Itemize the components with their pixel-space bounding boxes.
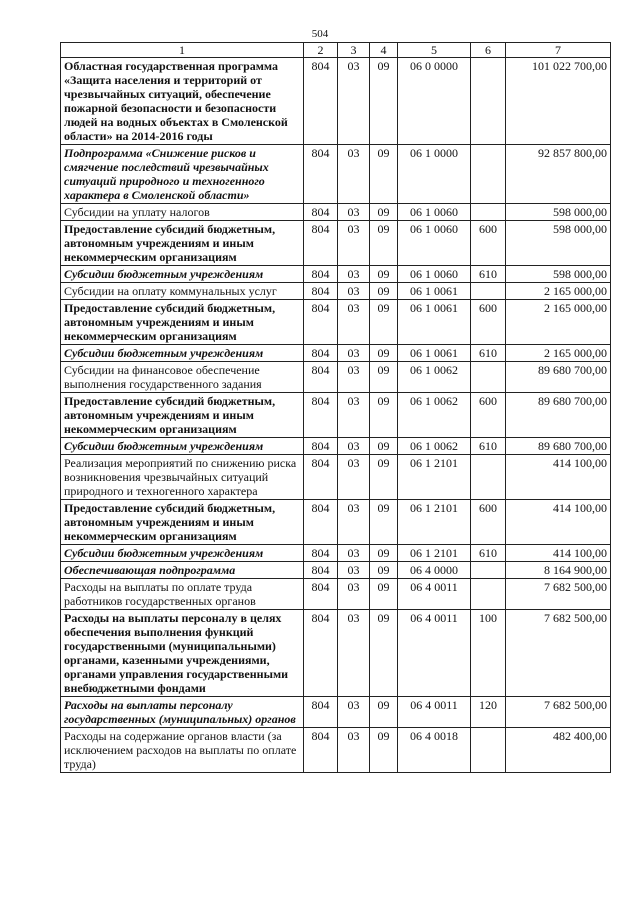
col-header-5: 5 (398, 43, 471, 58)
row-subsection-cell: 09 (370, 728, 398, 773)
row-target-article-cell: 06 4 0000 (398, 562, 471, 579)
row-amount-cell: 482 400,00 (506, 728, 611, 773)
row-amount-cell: 414 100,00 (506, 455, 611, 500)
row-name-cell: Реализация мероприятий по снижению риска возникновения чрезвычайных ситуаций природного и техногенного характера (61, 455, 304, 500)
table-row (61, 562, 611, 579)
row-name-cell: Субсидии на оплату коммунальных услуг (61, 283, 304, 300)
row-target-article-cell: 06 1 0061 (398, 345, 471, 362)
row-admin-code-cell: 804 (304, 393, 338, 438)
row-section-cell: 03 (338, 438, 370, 455)
row-expense-type-cell: 610 (471, 345, 506, 362)
table-row (61, 697, 611, 728)
table-row (61, 438, 611, 455)
table-row (61, 300, 611, 345)
row-name-cell: Расходы на выплаты персоналу в целях обеспечения выполнения функций государственными (муниципальными) органами, казенными учреждениями, органами управления государственными внебюджетными фондами (61, 610, 304, 697)
row-amount-cell: 7 682 500,00 (506, 610, 611, 697)
row-target-article-cell: 06 1 0061 (398, 300, 471, 345)
row-target-article-cell: 06 1 0062 (398, 393, 471, 438)
row-section-cell: 03 (338, 266, 370, 283)
row-subsection-cell: 09 (370, 345, 398, 362)
row-section-cell: 03 (338, 562, 370, 579)
row-amount-cell: 8 164 900,00 (506, 562, 611, 579)
row-admin-code-cell: 804 (304, 438, 338, 455)
row-target-article-cell: 06 1 2101 (398, 500, 471, 545)
table-row (61, 283, 611, 300)
row-name-cell: Субсидии бюджетным учреждениям (61, 545, 304, 562)
table-row (61, 145, 611, 204)
row-subsection-cell: 09 (370, 697, 398, 728)
row-target-article-cell: 06 1 0060 (398, 266, 471, 283)
row-name-cell: Субсидии бюджетным учреждениям (61, 266, 304, 283)
table-row (61, 345, 611, 362)
row-amount-cell: 598 000,00 (506, 266, 611, 283)
row-expense-type-cell: 120 (471, 697, 506, 728)
row-expense-type-cell: 600 (471, 221, 506, 266)
row-admin-code-cell: 804 (304, 610, 338, 697)
row-amount-cell: 2 165 000,00 (506, 283, 611, 300)
table-row (61, 728, 611, 773)
row-admin-code-cell: 804 (304, 455, 338, 500)
row-section-cell: 03 (338, 610, 370, 697)
row-target-article-cell: 06 1 0060 (398, 204, 471, 221)
row-expense-type-cell (471, 562, 506, 579)
col-header-3: 3 (338, 43, 370, 58)
row-section-cell: 03 (338, 58, 370, 145)
row-subsection-cell: 09 (370, 579, 398, 610)
row-section-cell: 03 (338, 145, 370, 204)
row-section-cell: 03 (338, 204, 370, 221)
row-amount-cell: 598 000,00 (506, 221, 611, 266)
header-row (61, 43, 611, 58)
row-admin-code-cell: 804 (304, 283, 338, 300)
row-target-article-cell: 06 1 0062 (398, 438, 471, 455)
row-section-cell: 03 (338, 345, 370, 362)
row-expense-type-cell (471, 362, 506, 393)
table-row (61, 455, 611, 500)
table-row (61, 362, 611, 393)
table-row (61, 610, 611, 697)
row-target-article-cell: 06 4 0011 (398, 697, 471, 728)
row-subsection-cell: 09 (370, 266, 398, 283)
row-name-cell: Обеспечивающая подпрограмма (61, 562, 304, 579)
row-subsection-cell: 09 (370, 438, 398, 455)
col-header-6: 6 (471, 43, 506, 58)
row-subsection-cell: 09 (370, 362, 398, 393)
row-section-cell: 03 (338, 393, 370, 438)
row-expense-type-cell (471, 579, 506, 610)
row-subsection-cell: 09 (370, 300, 398, 345)
budget-table (60, 42, 611, 773)
table-row (61, 579, 611, 610)
row-subsection-cell: 09 (370, 283, 398, 300)
row-subsection-cell: 09 (370, 58, 398, 145)
row-name-cell: Расходы на содержание органов власти (за исключением расходов на выплаты по оплате труда) (61, 728, 304, 773)
row-subsection-cell: 09 (370, 500, 398, 545)
row-subsection-cell: 09 (370, 545, 398, 562)
row-target-article-cell: 06 1 2101 (398, 455, 471, 500)
col-header-4: 4 (370, 43, 398, 58)
row-amount-cell: 2 165 000,00 (506, 345, 611, 362)
row-section-cell: 03 (338, 300, 370, 345)
row-subsection-cell: 09 (370, 204, 398, 221)
row-expense-type-cell: 610 (471, 545, 506, 562)
row-name-cell: Предоставление субсидий бюджетным, автономным учреждениям и иным некоммерческим организациям (61, 500, 304, 545)
row-expense-type-cell (471, 58, 506, 145)
table-row (61, 204, 611, 221)
row-subsection-cell: 09 (370, 221, 398, 266)
row-expense-type-cell: 610 (471, 266, 506, 283)
row-amount-cell: 89 680 700,00 (506, 362, 611, 393)
table-row (61, 500, 611, 545)
row-name-cell: Расходы на выплаты персоналу государственных (муниципальных) органов (61, 697, 304, 728)
row-amount-cell: 92 857 800,00 (506, 145, 611, 204)
row-admin-code-cell: 804 (304, 728, 338, 773)
row-section-cell: 03 (338, 728, 370, 773)
page-number: 504 (311, 28, 329, 40)
row-target-article-cell: 06 4 0018 (398, 728, 471, 773)
row-target-article-cell: 06 1 2101 (398, 545, 471, 562)
table-row (61, 266, 611, 283)
row-target-article-cell: 06 1 0000 (398, 145, 471, 204)
table-row (61, 393, 611, 438)
row-amount-cell: 89 680 700,00 (506, 438, 611, 455)
row-section-cell: 03 (338, 579, 370, 610)
row-amount-cell: 7 682 500,00 (506, 697, 611, 728)
row-admin-code-cell: 804 (304, 204, 338, 221)
row-name-cell: Предоставление субсидий бюджетным, автономным учреждениям и иным некоммерческим организациям (61, 393, 304, 438)
table-row (61, 58, 611, 145)
row-expense-type-cell (471, 455, 506, 500)
row-amount-cell: 2 165 000,00 (506, 300, 611, 345)
row-target-article-cell: 06 4 0011 (398, 579, 471, 610)
row-expense-type-cell (471, 283, 506, 300)
row-name-cell: Субсидии на уплату налогов (61, 204, 304, 221)
row-admin-code-cell: 804 (304, 579, 338, 610)
row-expense-type-cell: 600 (471, 393, 506, 438)
row-subsection-cell: 09 (370, 145, 398, 204)
row-section-cell: 03 (338, 697, 370, 728)
row-expense-type-cell: 610 (471, 438, 506, 455)
row-expense-type-cell: 600 (471, 500, 506, 545)
row-section-cell: 03 (338, 221, 370, 266)
row-target-article-cell: 06 1 0062 (398, 362, 471, 393)
row-amount-cell: 414 100,00 (506, 500, 611, 545)
row-name-cell: Субсидии бюджетным учреждениям (61, 438, 304, 455)
row-section-cell: 03 (338, 545, 370, 562)
row-section-cell: 03 (338, 283, 370, 300)
row-expense-type-cell (471, 728, 506, 773)
row-admin-code-cell: 804 (304, 562, 338, 579)
row-name-cell: Предоставление субсидий бюджетным, автономным учреждениям и иным некоммерческим организациям (61, 221, 304, 266)
row-name-cell: Предоставление субсидий бюджетным, автономным учреждениям и иным некоммерческим организациям (61, 300, 304, 345)
row-admin-code-cell: 804 (304, 545, 338, 562)
row-subsection-cell: 09 (370, 455, 398, 500)
row-amount-cell: 89 680 700,00 (506, 393, 611, 438)
row-subsection-cell: 09 (370, 610, 398, 697)
row-subsection-cell: 09 (370, 562, 398, 579)
col-header-1: 1 (61, 43, 304, 58)
row-name-cell: Расходы на выплаты по оплате труда работников государственных органов (61, 579, 304, 610)
row-target-article-cell: 06 0 0000 (398, 58, 471, 145)
row-admin-code-cell: 804 (304, 500, 338, 545)
row-name-cell: Областная государственная программа «Защита населения и территорий от чрезвычайных ситуаций, обеспечение пожарной безопасности и безопасности людей на водных объектах в Смоленской области» на 2014-2016 годы (61, 58, 304, 145)
row-amount-cell: 414 100,00 (506, 545, 611, 562)
row-target-article-cell: 06 1 0060 (398, 221, 471, 266)
row-admin-code-cell: 804 (304, 697, 338, 728)
row-admin-code-cell: 804 (304, 362, 338, 393)
row-amount-cell: 7 682 500,00 (506, 579, 611, 610)
table-row (61, 545, 611, 562)
row-admin-code-cell: 804 (304, 300, 338, 345)
row-target-article-cell: 06 4 0011 (398, 610, 471, 697)
row-expense-type-cell: 600 (471, 300, 506, 345)
row-admin-code-cell: 804 (304, 221, 338, 266)
row-expense-type-cell (471, 204, 506, 221)
row-expense-type-cell: 100 (471, 610, 506, 697)
row-name-cell: Субсидии на финансовое обеспечение выполнения государственного задания (61, 362, 304, 393)
row-target-article-cell: 06 1 0061 (398, 283, 471, 300)
col-header-2: 2 (304, 43, 338, 58)
row-amount-cell: 101 022 700,00 (506, 58, 611, 145)
row-amount-cell: 598 000,00 (506, 204, 611, 221)
row-name-cell: Субсидии бюджетным учреждениям (61, 345, 304, 362)
row-section-cell: 03 (338, 362, 370, 393)
col-header-7: 7 (506, 43, 611, 58)
row-admin-code-cell: 804 (304, 145, 338, 204)
row-subsection-cell: 09 (370, 393, 398, 438)
row-admin-code-cell: 804 (304, 266, 338, 283)
row-section-cell: 03 (338, 500, 370, 545)
row-section-cell: 03 (338, 455, 370, 500)
row-admin-code-cell: 804 (304, 345, 338, 362)
table-row (61, 221, 611, 266)
row-expense-type-cell (471, 145, 506, 204)
row-admin-code-cell: 804 (304, 58, 338, 145)
row-name-cell: Подпрограмма «Снижение рисков и смягчение последствий чрезвычайных ситуаций природного и техногенного характера в Смоленской области» (61, 145, 304, 204)
